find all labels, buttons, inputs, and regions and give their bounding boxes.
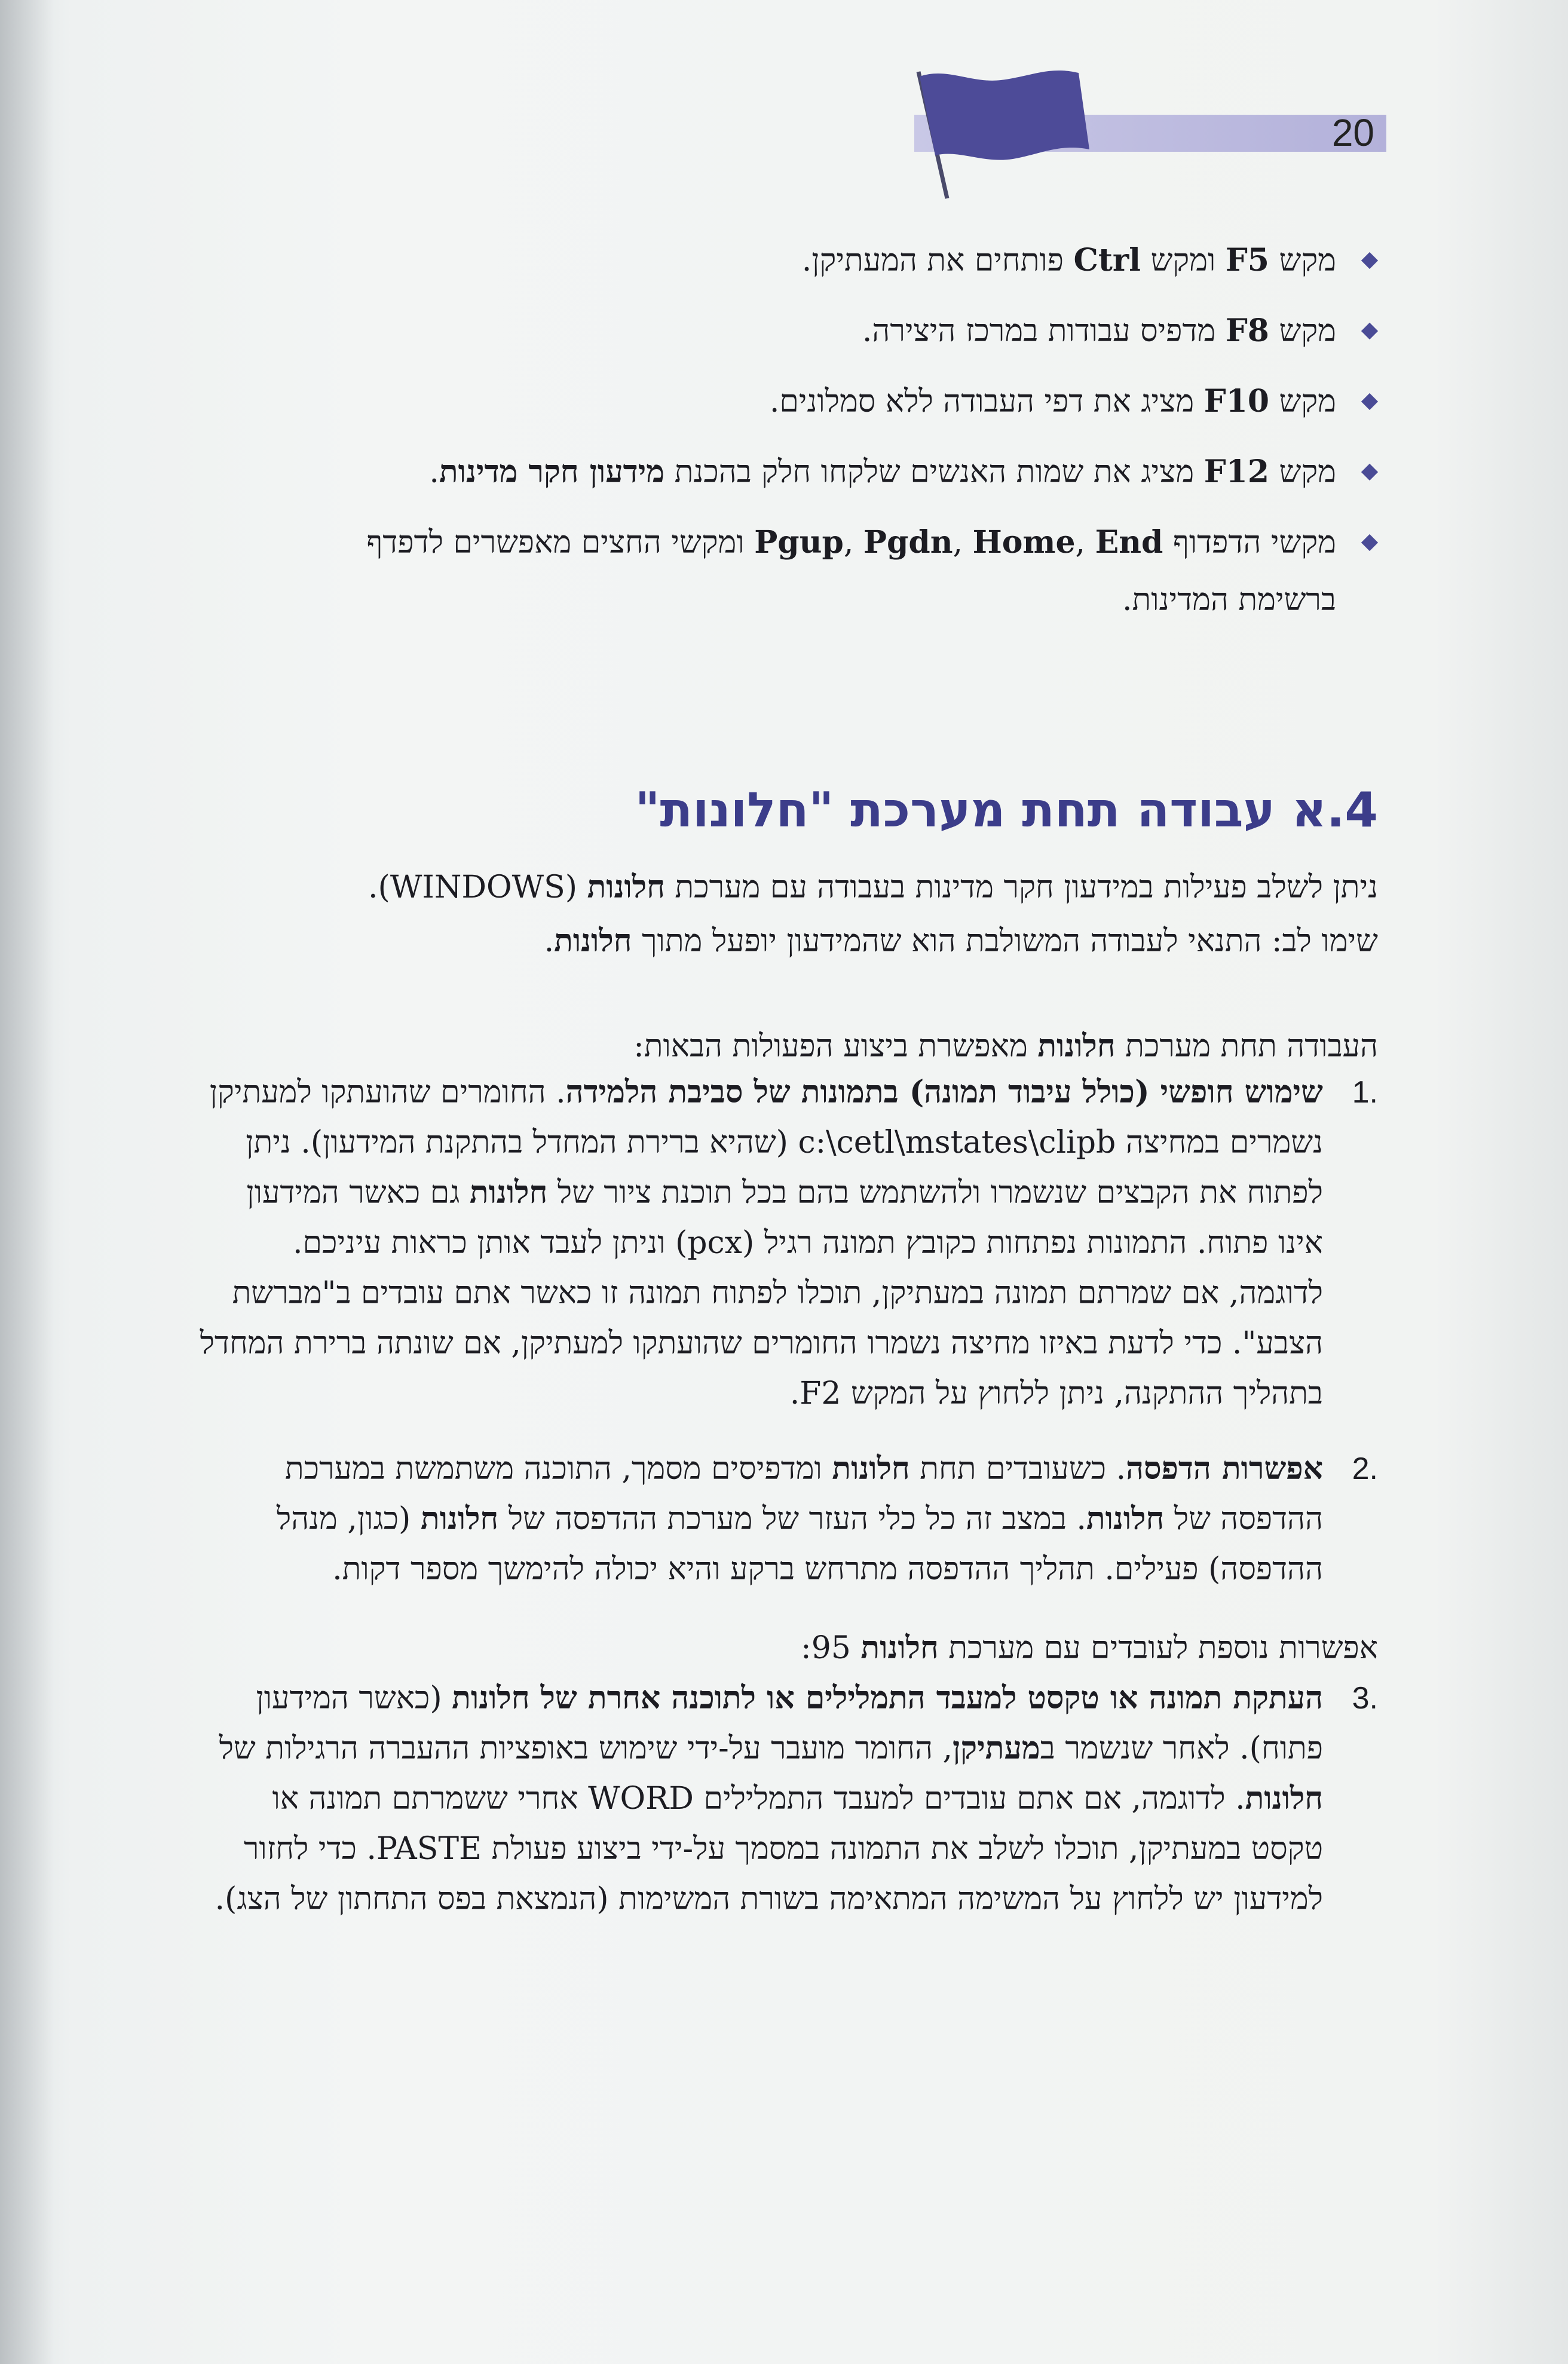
item-title: אפשרות הדפסה [1126,1450,1323,1487]
item-title: העתקת תמונה או טקסט למעבד התמלילים או לתוכנה אחרת של חלונות [452,1680,1323,1716]
list-item: .2 אפשרות הדפסה. כשעובדים תחת חלונות ומדפיסים מסמך, התוכנה משתמשת במערכת ההדפסה של חלונות. במצב זה כל כלי העזר של מערכת ההדפסה של חלונות (כגון, מנהל ההדפסה) פעילים. תהליך ההדפסה מתרחש ברקע והיא יכולה להימשך מספר דקות. [195,1444,1378,1594]
key-name: Pgdn [863,524,953,561]
list-item: .1 שימוש חופשי (כולל עיבוד תמונה) בתמונות של סביבת הלמידה. החומרים שהועתקו למעתיקן נשמרים במחיצה c:\cetl\mstates\clipb (שהיא ברירת המחדל בהתקנת המידעון). ניתן לפתוח את הקבצים שנשמרו ולהשתמש בהם בכל תוכנת ציור של חלונות גם כאשר המידעון אינו פתוח. התמונות נפתחות כקובץ תמונה רגיל (pcx) וניתן לעבד אותן כראות עיניכם. לדוגמה, אם שמרתם תמונה במעתיקן, תוכלו לפתוח תמונה זו כאשר אתם עובדים ב"מברשת הצבע". כדי לדעת באיזו מחיצה נשמרו החומרים שהועתקו למעתיקן, אם שונתה ברירת המחדל בתהליך ההתקנה, ניתן ללחוץ על המקש F2. [195,1067,1378,1419]
key-name: Home [972,524,1076,561]
diamond-bullet-icon [1361,534,1378,551]
key-name: F12 [1203,454,1269,490]
key-name: Pgup [754,524,844,561]
page-number: 20 [1331,111,1374,154]
product-name: מידעון חקר מדינות [439,454,665,490]
item-title: שימוש חופשי (כולל עיבוד תמונה) בתמונות של סביבת הלמידה [565,1074,1323,1110]
list-item: .3 העתקת תמונה או טקסט למעבד התמלילים או לתוכנה אחרת של חלונות (כאשר המידעון פתוח). לאחר שנשמר במעתיקן, החומר מועבר על-ידי שימוש באופציות ההעברה הרגילות של חלונות. לדוגמה, אם אתם עובדים למעבד התמלילים WORD אחרי ששמרתם תמונה או טקסט במעתיקן, תוכלו לשלב את התמונה במסמך על-ידי ביצוע פעולת PASTE. כדי לחזור למידעון יש ללחוץ על המשימה המתאימה בשורת המשימות (הנמצאת בפס התחתון של הצג). [195,1673,1378,1924]
section-heading: 4.א עבודה תחת מערכת "חלונות" [635,782,1378,838]
numbered-list [195,1067,1378,1924]
list-item: מקש F8 מדפיס עבודות במרכז היצירה. [195,302,1378,360]
key-name: F8 [1225,313,1269,349]
list-item: מקש F10 מציג את דפי העבודה ללא סמלונים. [195,373,1378,430]
item-number: .1 [1352,1075,1378,1110]
list-item: מקש F12 מציג את שמות האנשים שלקחו חלק בהכנת מידעון חקר מדינות. [195,443,1378,501]
intro-paragraph: ניתן לשלב פעילות במידעון חקר מדינות בעבודה עם מערכת חלונות (WINDOWS). שימו לב: התנאי לעבודה המשולבת הוא שהמידעון יופעל מתוך חלונות. [368,869,1378,959]
key-name: Ctrl [1073,242,1141,278]
list-item: מקשי הדפדוף Pgup, Pgdn, Home, End ומקשי החצים מאפשרים לדפדף ברשימת המדינות. [195,514,1378,629]
item-number: .3 [1352,1681,1378,1716]
key-name: F10 [1203,383,1269,419]
diamond-bullet-icon [1361,323,1378,339]
diamond-bullet-icon [1361,464,1378,480]
lead-sentence-2: אפשרות נוספת לעובדים עם מערכת חלונות 95: [801,1630,1378,1666]
key-name: F5 [1225,242,1269,278]
diamond-bullet-icon [1361,252,1378,269]
gutter-shadow [0,0,54,2364]
key-name: End [1095,524,1163,561]
flag-icon [899,60,1097,203]
list-item: מקש F5 ומקש Ctrl פותחים את המעתיקן. [195,232,1378,289]
lead-sentence: העבודה תחת מערכת חלונות מאפשרת ביצוע הפעולות הבאות: [633,1028,1378,1064]
diamond-bullet-icon [1361,393,1378,410]
item-number: .2 [1352,1452,1378,1486]
shortcut-list [195,232,1378,642]
